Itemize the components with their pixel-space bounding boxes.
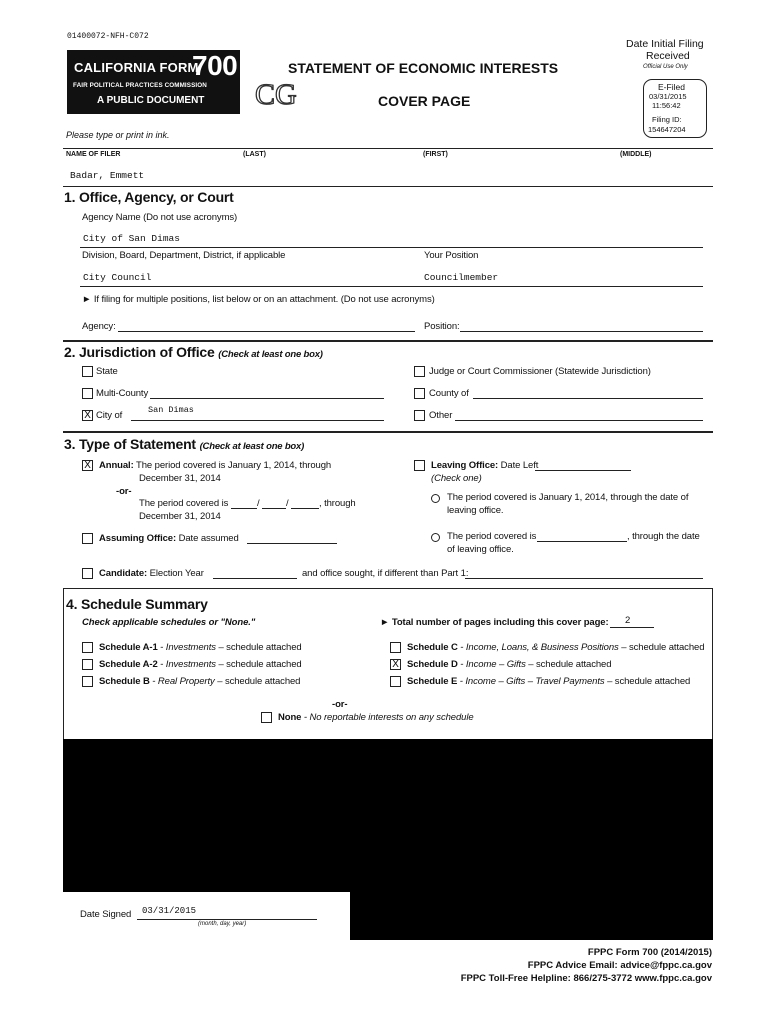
position-blank-label: Position: [424, 321, 460, 332]
none-italic: - No reportable interests on any schedule [301, 712, 474, 723]
multi-county-checkbox[interactable] [82, 388, 93, 399]
leaving-option1-text-a: The period covered is January 1, 2014, through the date of [447, 492, 689, 503]
office-sought-line[interactable] [465, 578, 703, 579]
position-blank-line[interactable] [460, 331, 703, 332]
section4-title: 4. Schedule Summary [66, 596, 208, 612]
leaving-option2-text-a: The period covered is [447, 531, 537, 542]
county-of-label: County of [429, 388, 469, 399]
none-checkbox[interactable] [261, 712, 272, 723]
efiled-date: 03/31/2015 [649, 92, 687, 101]
schedule-a2-rest: – schedule attached [215, 659, 302, 670]
section2-title-text: 2. Jurisdiction of Office [64, 344, 215, 360]
last-name-label: (LAST) [243, 151, 266, 158]
leaving-label: Leaving Office: [431, 460, 499, 471]
schedule-b-checkbox[interactable] [82, 676, 93, 687]
schedule-b-bold: Schedule B [99, 676, 150, 687]
leaving-period-line[interactable] [537, 541, 627, 542]
schedule-b-label [99, 676, 300, 687]
division-label: Division, Board, Department, District, if applicable [82, 250, 286, 261]
schedule-e-italic: - Income – Gifts – Travel Payments [457, 676, 605, 687]
schedule-c-italic: - Income, Loans, & Business Positions [457, 642, 619, 653]
city-of-value[interactable]: San Dimas [148, 405, 194, 415]
total-pages-label: ► Total number of pages including this cover page: [380, 617, 609, 628]
schedule-e-rest: – schedule attached [604, 676, 691, 687]
assuming-office-checkbox[interactable] [82, 533, 93, 544]
city-of-checkbox[interactable]: X [82, 410, 93, 421]
none-label [278, 712, 474, 723]
leaving-option2-text-c: of leaving office. [447, 544, 514, 555]
judge-label: Judge or Court Commissioner (Statewide Jurisdiction) [429, 366, 651, 377]
stamp-title-line2: Received [646, 50, 690, 62]
schedule-a1-rest: – schedule attached [215, 642, 302, 653]
section3-title-text: 3. Type of Statement [64, 436, 196, 452]
schedule-a1-checkbox[interactable] [82, 642, 93, 653]
check-one-note: (Check one) [431, 473, 482, 484]
or-divider-1: -or- [116, 486, 132, 497]
date-signed-label: Date Signed [80, 909, 132, 920]
footer-form-version: FPPC Form 700 (2014/2015) [587, 947, 712, 958]
leaving-option2-radio[interactable] [431, 533, 440, 542]
assuming-text: Date assumed [178, 533, 239, 544]
first-name-label: (FIRST) [423, 151, 448, 158]
other-checkbox[interactable] [414, 410, 425, 421]
schedule-a2-italic: - Investments [157, 659, 216, 670]
period-month-line[interactable] [231, 508, 257, 509]
annual-text2: December 31, 2014 [139, 473, 221, 484]
period-year-line[interactable] [291, 508, 319, 509]
candidate-office-text: and office sought, if different than Part 1: [302, 568, 469, 579]
print-note: Please type or print in ink. [66, 130, 170, 140]
schedule-a2-bold: Schedule A-2 [99, 659, 158, 670]
city-of-line[interactable] [131, 420, 384, 421]
footer-helpline: FPPC Toll-Free Helpline: 866/275-3772 www.fppc.ca.gov [460, 973, 712, 984]
candidate-checkbox[interactable] [82, 568, 93, 579]
your-position-label: Your Position [424, 250, 479, 261]
slash-2: / [286, 498, 289, 509]
form-logo [67, 50, 240, 114]
schedule-d-rest: – schedule attached [525, 659, 612, 670]
commission-name: FAIR POLITICAL PRACTICES COMMISSION [73, 82, 207, 89]
schedule-c-rest: – schedule attached [618, 642, 705, 653]
schedule-a1-italic: - Investments [157, 642, 216, 653]
assuming-office-text [99, 533, 239, 544]
agency-name-label: Agency Name (Do not use acronyms) [82, 212, 238, 223]
filing-id-label: Filing ID: [652, 115, 682, 124]
schedule-a1-label [99, 642, 302, 653]
schedule-a2-checkbox[interactable] [82, 659, 93, 670]
leaving-office-checkbox[interactable] [414, 460, 425, 471]
footer-advice-email: FPPC Advice Email: advice@fppc.ca.gov [527, 960, 712, 971]
schedule-c-label [407, 642, 704, 653]
form-name: CALIFORNIA FORM [74, 60, 199, 75]
city-of-label: City of [96, 410, 123, 421]
slash-1: / [257, 498, 260, 509]
section2-subtitle: (Check at least one box) [218, 349, 323, 360]
redacted-block-lower [350, 892, 713, 940]
state-checkbox[interactable] [82, 366, 93, 377]
state-label: State [96, 366, 118, 377]
public-document-label: A PUBLIC DOCUMENT [97, 95, 205, 106]
schedule-c-checkbox[interactable] [390, 642, 401, 653]
schedule-d-italic: - Income – Gifts [457, 659, 526, 670]
annual-label: Annual: [99, 460, 134, 471]
efiled-stamp [643, 79, 707, 138]
agency-blank-label: Agency: [82, 321, 116, 332]
section2-title [64, 344, 323, 360]
agency-name-value[interactable]: City of San Dimas [83, 233, 180, 244]
division-value[interactable]: City Council [83, 272, 152, 283]
other-line[interactable] [455, 420, 703, 421]
county-of-line[interactable] [473, 398, 703, 399]
period-day-line[interactable] [262, 508, 286, 509]
cg-mark: CG [255, 78, 297, 111]
annual-text-line1 [99, 460, 331, 471]
office-use-note: Official Use Only [643, 64, 688, 70]
period-through: , through [319, 498, 356, 509]
schedule-d-bold: Schedule D [407, 659, 458, 670]
leaving-option1-text-b: leaving office. [447, 505, 504, 516]
leaving-option2-text-b: , through the date [627, 531, 700, 542]
your-position-value[interactable]: Councilmember [424, 272, 499, 283]
none-bold: None [278, 712, 302, 723]
form-subtitle: COVER PAGE [378, 93, 471, 109]
multi-county-label: Multi-County [96, 388, 149, 399]
assuming-label: Assuming Office: [99, 533, 177, 544]
candidate-election-year: Election Year [149, 568, 204, 579]
section3-title [64, 436, 304, 452]
agency-blank-line[interactable] [118, 331, 415, 332]
annual-text1: The period covered is January 1, 2014, through [136, 460, 332, 471]
date-format-note: (month, day, year) [198, 921, 247, 927]
total-pages-line[interactable] [610, 627, 654, 628]
leaving-office-text [431, 460, 538, 471]
efiled-label: E-Filed [658, 82, 685, 92]
date-signed-value[interactable]: 03/31/2015 [142, 906, 197, 916]
section1-title: 1. Office, Agency, or Court [64, 189, 234, 205]
efiled-time: 11:56:42 [652, 101, 681, 110]
schedule-c-bold: Schedule C [407, 642, 458, 653]
or-divider-2: -or- [332, 699, 348, 710]
date-left-line[interactable] [535, 470, 631, 471]
schedule-b-rest: – schedule attached [214, 676, 301, 687]
section3-subtitle: (Check at least one box) [199, 441, 305, 452]
period-text2: December 31, 2014 [139, 511, 221, 522]
other-label: Other [429, 410, 453, 421]
leaving-option1-radio[interactable] [431, 494, 440, 503]
total-pages-value[interactable]: 2 [625, 615, 631, 626]
annual-checkbox[interactable]: X [82, 460, 93, 471]
schedule-e-checkbox[interactable] [390, 676, 401, 687]
candidate-text [99, 568, 204, 579]
period-text1: The period covered is [139, 498, 229, 509]
date-assumed-line[interactable] [247, 543, 337, 544]
redacted-block [63, 739, 713, 892]
date-signed-line[interactable] [137, 919, 317, 920]
county-of-checkbox[interactable] [414, 388, 425, 399]
schedule-e-bold: Schedule E [407, 676, 458, 687]
multi-county-line[interactable] [150, 398, 384, 399]
schedule-d-label [407, 659, 611, 670]
election-year-line[interactable] [213, 578, 297, 579]
schedule-b-italic: - Real Property [149, 676, 215, 687]
judge-checkbox[interactable] [414, 366, 425, 377]
schedule-d-checkbox[interactable]: X [390, 659, 401, 670]
check-applicable-note: Check applicable schedules or "None." [82, 617, 256, 628]
filing-id: 154647204 [648, 125, 686, 134]
filer-name-value[interactable]: Badar, Emmett [70, 170, 145, 181]
stamp-title-line1: Date Initial Filing [626, 38, 704, 50]
filer-name-label: NAME OF FILER [66, 151, 121, 158]
form-title: STATEMENT OF ECONOMIC INTERESTS [288, 60, 559, 76]
document-id: 01400072-NFH-C072 [67, 32, 149, 41]
candidate-label: Candidate: [99, 568, 148, 579]
schedule-a2-label [99, 659, 302, 670]
form-number: 700 [192, 50, 238, 81]
schedule-e-label [407, 676, 690, 687]
leaving-text: Date Left [500, 460, 539, 471]
multiple-positions-note: ► If filing for multiple positions, list below or on an attachment. (Do not use acronyms) [82, 294, 435, 305]
schedule-a1-bold: Schedule A-1 [99, 642, 158, 653]
middle-name-label: (MIDDLE) [620, 151, 652, 158]
